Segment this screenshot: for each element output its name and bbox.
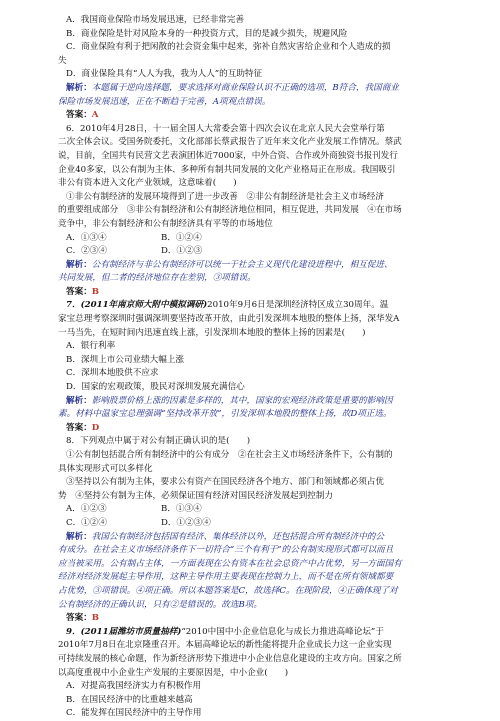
text-line xyxy=(58,653,448,667)
analysis-line xyxy=(58,259,448,273)
answer-value: D xyxy=(91,422,100,433)
line-text: 具体实现形式可以多样化 xyxy=(58,463,153,474)
answer-line xyxy=(58,109,448,123)
text-line xyxy=(58,476,448,490)
line-text: 可持续发展的核心命题，作为新经济形势下推进中小企业信息化建设的主攻方向。国家之所 xyxy=(58,653,402,664)
option-a: A．①③④ xyxy=(66,232,107,243)
text-line xyxy=(58,150,448,164)
option-b: D．①②③ xyxy=(161,246,203,257)
line-text: ①非公有制经济的发展环境得到了进一步改善 ②非公有制经济是社会主义市场经济 xyxy=(66,191,384,202)
analysis-label: 解析： xyxy=(66,531,92,542)
analysis-text: 公有制经济与非公有制经济可以统一于社会主义现代化建设进程中，相互促进、 xyxy=(91,259,393,270)
line-text: 2010年9月6日是深圳经济特区成立30周年。温 xyxy=(207,300,389,311)
question-source: 9．(2011届潍坊市质量抽样) xyxy=(66,626,182,637)
answer-value: B xyxy=(91,286,100,297)
line-text: A．银行利率 xyxy=(66,341,116,352)
text-line xyxy=(58,694,448,708)
analysis-text: 占优势，③项错误。④项正确。所以本题答案是C，故选择C。在现阶段，④正确体现了对 xyxy=(58,585,398,596)
analysis-text: 有成分。在社会主义市场经济条件下一切符合“三个有利于”的公有制实现形式都可以而且 xyxy=(58,545,394,556)
analysis-line xyxy=(58,558,448,572)
line-text: 家宝总理考察深圳时强调深圳要坚持改革开放，由此引发深圳本地股的整体上扬，深华发A xyxy=(58,314,400,325)
text-line xyxy=(58,41,448,55)
analysis-line xyxy=(58,272,448,286)
line-text: 说，目前，全国共有民营文艺表演团体近7000家，中外合资、合作或外商独资书报刊发行 xyxy=(58,150,398,161)
line-text: 非公有资本进入文化产业领域，这意味着( ) xyxy=(58,178,237,189)
analysis-label: 解析： xyxy=(66,395,92,406)
line-text: B．深圳上市公司业绩大幅上涨 xyxy=(66,354,185,365)
text-line xyxy=(58,667,448,681)
analysis-line xyxy=(58,395,448,409)
line-text: 企业40多家，以公有制为主体、多种所有制共同发展的文化产业格局正在形成。我国吸引 xyxy=(58,164,396,175)
text-line xyxy=(58,639,448,653)
text-line xyxy=(58,191,448,205)
analysis-text: 我国公有制经济包括国有经济、集体经济以外，还包括混合所有制经济中的公 xyxy=(91,531,384,542)
option-b: B．①②④ xyxy=(161,232,202,243)
analysis-text: 素。材料中温家宝总理强调“坚持改革开放”，引发深圳本地股的整体上扬，故D项正选。 xyxy=(58,409,392,420)
answer-label: 答案： xyxy=(66,613,92,624)
line-text: 失 xyxy=(58,55,67,66)
text-line xyxy=(58,313,448,327)
text-line xyxy=(58,177,448,191)
option-a: A．①②③ xyxy=(66,504,107,515)
line-text: 二次全体会议。受国务院委托，文化部部长蔡武报告了近年来文化产业发展工作情况。蔡武 xyxy=(58,137,402,148)
analysis-text: 影响股票价格上涨的因素是多样的，其中，国家的宏观经济政策是重要的影响因 xyxy=(91,395,393,406)
line-text: A．对提高我国经济实力有积极作用 xyxy=(66,681,202,692)
answer-line xyxy=(58,422,448,436)
line-text: 的重要组成部分 ③非公有制经济和公有制经济地位相同，相互促进，共同发展 ④在市场 xyxy=(58,205,402,216)
analysis-text: 应当被采用。公有制占主体，一方面表现在公有资本在社会总资产中占优势，另一方面国有 xyxy=(58,558,402,569)
text-line xyxy=(58,680,448,694)
question-source: 7．(2011年南京师大附中模拟调研) xyxy=(66,300,208,311)
line-text: 一马当先，在短时间内迅速直线上涨，引发深圳本地股的整体上扬的因素是( ) xyxy=(58,327,366,338)
text-line xyxy=(58,435,448,449)
line-text: A．我国商业保险市场发展迅速，已经非常完善 xyxy=(66,15,245,25)
text-line xyxy=(58,490,448,504)
line-text: C．深圳本地股供不应求 xyxy=(66,368,159,379)
line-text: B．在国民经济中的比重越来越高 xyxy=(66,694,193,705)
text-line xyxy=(58,123,448,137)
analysis-text: 经济对经济发展起主导作用，这种主导作用主要表现在控制力上，而不是在所有领域都要 xyxy=(58,572,394,583)
text-line xyxy=(58,327,448,341)
line-text: 6．2010年4月28日，十一届全国人大常委会第十四次会议在北京人民大会堂举行第 xyxy=(66,123,385,134)
line-text: 竞争中，非公有制经济和公有制经济具有平等的市场地位 xyxy=(58,218,273,229)
answer-value: A xyxy=(91,110,99,121)
option-b: B．①③④ xyxy=(161,504,202,515)
option-row xyxy=(58,503,448,517)
answer-label: 答案： xyxy=(66,110,92,121)
option-a: C．①②④ xyxy=(66,517,107,528)
text-line xyxy=(58,626,448,640)
text-line xyxy=(58,136,448,150)
text-line xyxy=(58,164,448,178)
analysis-text: 保险市场发展迅速，正在不断趋于完善，A项观点错误。 xyxy=(58,96,271,107)
text-line xyxy=(58,299,448,313)
option-b: D．①②③④ xyxy=(161,517,211,528)
line-text: C．商业保险有利于把闲散的社会资金集中起来，弥补自然灾害给企业和个人造成的损 xyxy=(66,42,391,53)
analysis-line xyxy=(58,599,448,613)
answer-line xyxy=(58,286,448,300)
answer-label: 答案： xyxy=(66,422,92,433)
line-text: B．商业保险是针对风险本身的一种投资方式，目的是减少损失，规避风险 xyxy=(66,28,348,39)
option-row xyxy=(58,232,448,246)
text-line xyxy=(58,381,448,395)
analysis-line xyxy=(58,96,448,110)
line-text: 8．下列观点中属于对公有制正确认识的是( ) xyxy=(66,436,251,447)
analysis-line xyxy=(58,585,448,599)
option-a: C．②③④ xyxy=(66,246,107,257)
analysis-label: 解析： xyxy=(66,82,92,93)
line-text: D．商业保险具有“人人为我，我为人人”的互助特征 xyxy=(66,69,263,80)
text-line xyxy=(58,354,448,368)
option-row xyxy=(58,245,448,259)
line-text: D．国家的宏观政策，股民对深圳发展充满信心 xyxy=(66,382,245,393)
analysis-text: 共同发展，但二者的经济地位存在差别，③项错误。 xyxy=(58,273,256,284)
text-line xyxy=(58,14,448,28)
analysis-line xyxy=(58,531,448,545)
text-line xyxy=(58,463,448,477)
text-line xyxy=(58,367,448,381)
answer-label: 答案： xyxy=(66,286,92,297)
line-text: 以高度重视中小企业生产发展的主要原因是，中小企业( ) xyxy=(58,667,289,678)
line-text: ①公有制包括混合所有制经济中的公有成分 ②在社会主义市场经济条件下，公有制的 xyxy=(66,450,393,460)
analysis-line xyxy=(58,408,448,422)
text-line xyxy=(58,204,448,218)
analysis-text: 本题属于逆向选择题，要求选择对商业保险认识不正确的选项，B符合，我国商业 xyxy=(91,82,399,93)
text-line xyxy=(58,340,448,354)
document-page xyxy=(58,14,448,721)
text-line xyxy=(58,707,448,721)
line-text: 2010年7月8日在北京隆重召开。本届高峰论坛的新性能将提升企业成长力这一企业实现 xyxy=(58,640,392,651)
line-text: C．能发挥在国民经济中的主导作用 xyxy=(66,708,202,719)
answer-value: B xyxy=(91,613,100,624)
line-text: 势 ④坚持公有制为主体，必须保证国有经济对国民经济发展起到控制力 xyxy=(58,490,334,501)
text-line xyxy=(58,68,448,82)
text-line xyxy=(58,55,448,69)
analysis-label: 解析： xyxy=(66,259,92,270)
text-line xyxy=(58,28,448,42)
analysis-line xyxy=(58,82,448,96)
text-line xyxy=(58,449,448,463)
option-row xyxy=(58,517,448,531)
analysis-line xyxy=(58,544,448,558)
line-text: “2010中国中小企业信息化与成长力推进高峰论坛”于 xyxy=(181,626,384,637)
analysis-text: 公有制经济的正确认识，只有②是错误的。故选B项。 xyxy=(58,599,262,610)
text-line xyxy=(58,218,448,232)
line-text: ③坚持以公有制为主体，要求公有资产在国民经济各个地方、部门和领域都必须占优 xyxy=(66,477,384,488)
answer-line xyxy=(58,612,448,626)
analysis-line xyxy=(58,571,448,585)
